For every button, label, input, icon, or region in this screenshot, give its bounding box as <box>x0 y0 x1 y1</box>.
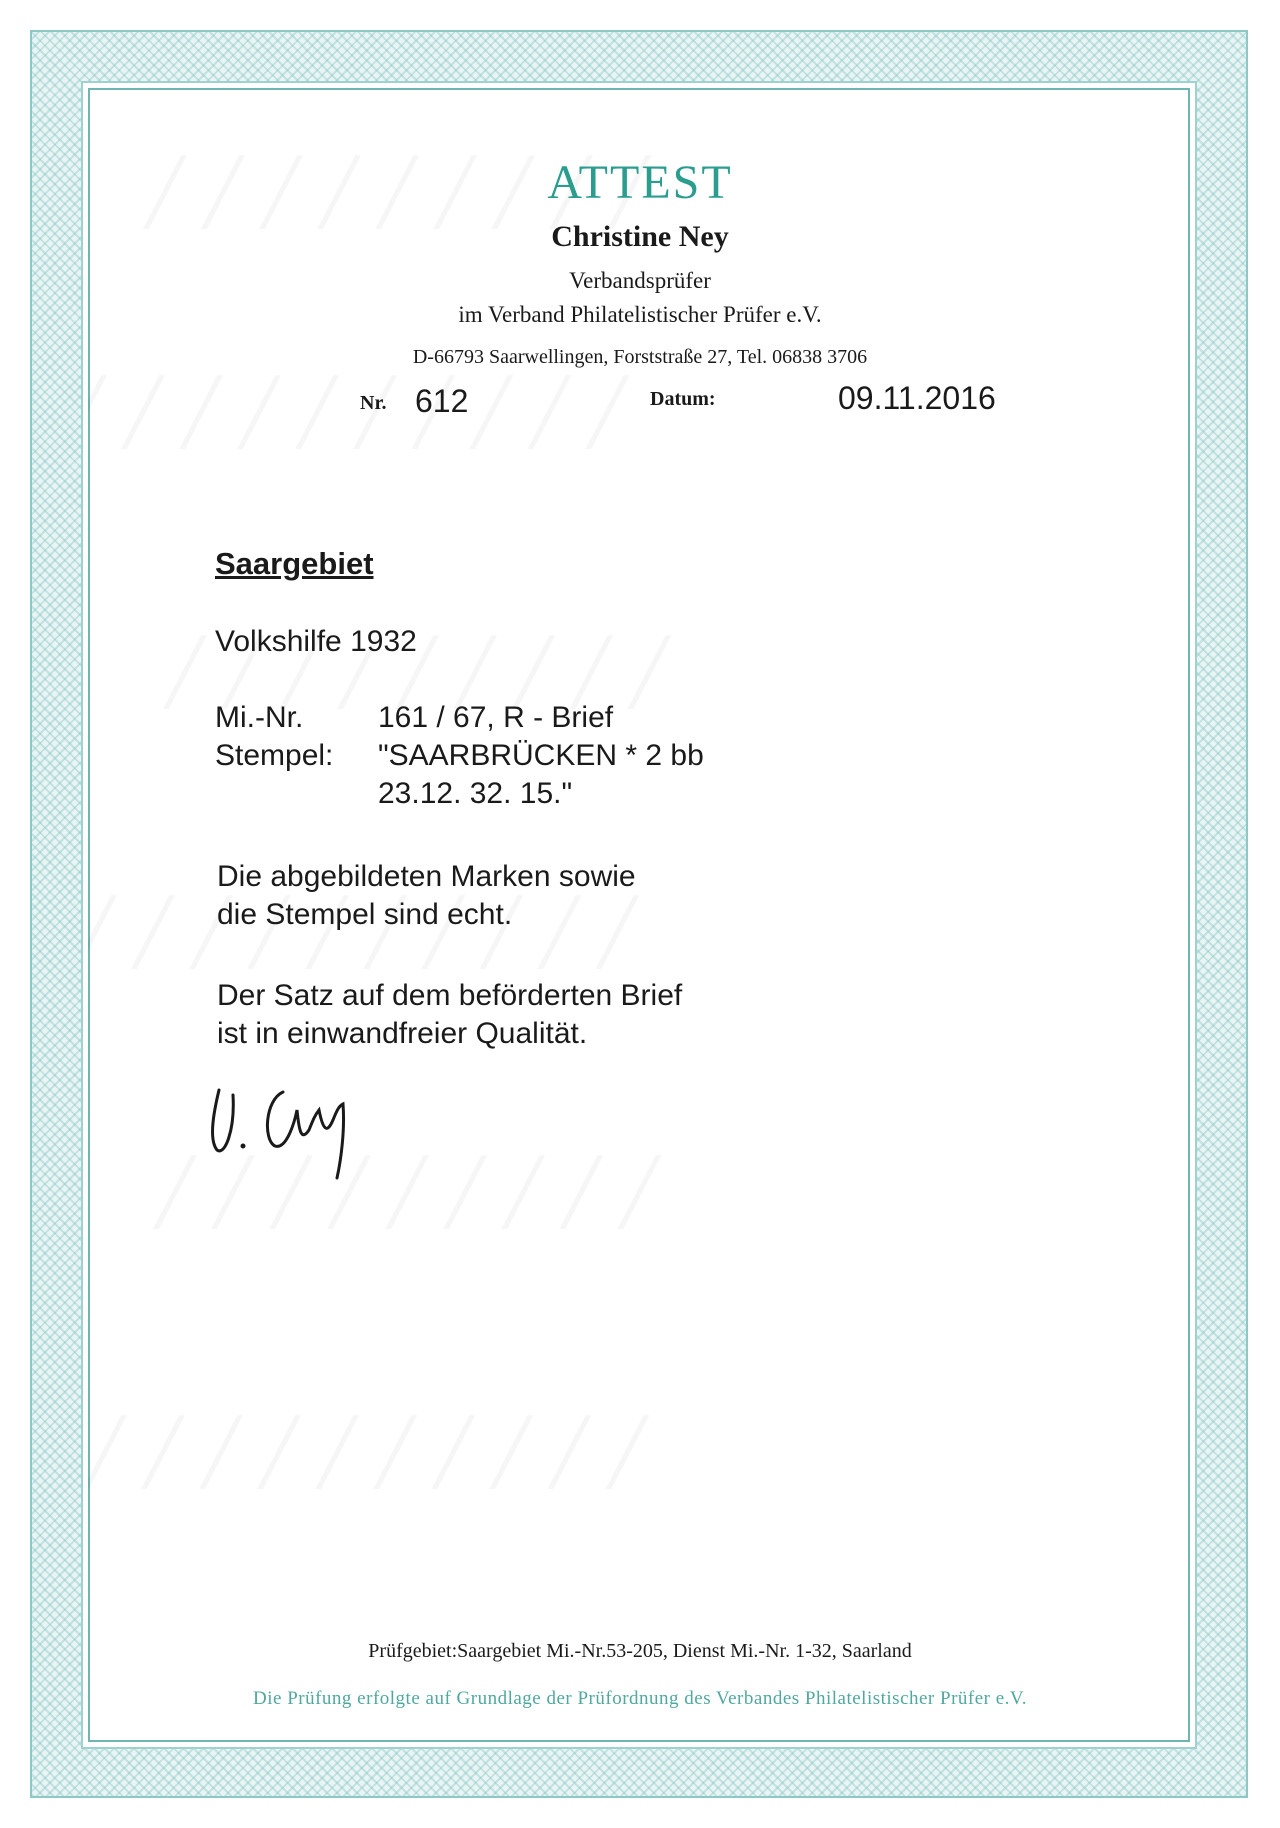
postmark-value-line1: "SAARBRÜCKEN * 2 bb <box>378 739 704 772</box>
examination-scope: Prüfgebiet:Saargebiet Mi.-Nr.53-205, Dienst Mi.-Nr. 1-32, Saarland <box>368 1640 912 1662</box>
issue-name: Volkshilfe 1932 <box>215 625 417 658</box>
examiner-address: D-66793 Saarwellingen, Forststraße 27, Tel. 06838 3706 <box>412 346 868 368</box>
catalog-value: 161 / 67, R - Brief <box>378 701 614 734</box>
certificate-number: 612 <box>415 383 469 419</box>
number-label: Nr. <box>360 392 387 414</box>
postmark-row <box>215 737 704 775</box>
postmark-label: Stempel: <box>215 739 334 772</box>
catalog-block <box>215 699 704 813</box>
certificate-date: 09.11.2016 <box>838 380 996 416</box>
authenticity-line-2: die Stempel sind echt. <box>217 898 513 931</box>
authenticity-statement <box>217 858 636 934</box>
catalog-row <box>215 699 704 737</box>
quality-statement <box>217 977 682 1053</box>
catalog-label: Mi.-Nr. <box>215 701 304 734</box>
postmark-value-line2: 23.12. 32. 15." <box>378 777 573 810</box>
examination-basis: Die Prüfung erfolgte auf Grundlage der Prüfordnung des Verbandes Philatelistischer Prüfer e.V. <box>253 1688 1027 1709</box>
certificate-title: ATTEST <box>547 156 733 209</box>
examiner-name: Christine Ney <box>551 220 729 253</box>
region-heading: Saargebiet <box>215 546 374 581</box>
date-label: Datum: <box>650 388 716 410</box>
association-name: im Verband Philatelistischer Prüfer e.V. <box>458 302 822 327</box>
examiner-role: Verbandsprüfer <box>569 268 711 293</box>
quality-line-2: ist in einwandfreier Qualität. <box>217 1017 588 1050</box>
signature <box>205 1070 375 1180</box>
quality-line-1: Der Satz auf dem beförderten Brief <box>217 979 683 1012</box>
authenticity-line-1: Die abgebildeten Marken sowie <box>217 860 636 893</box>
postmark-row-2 <box>215 775 704 813</box>
